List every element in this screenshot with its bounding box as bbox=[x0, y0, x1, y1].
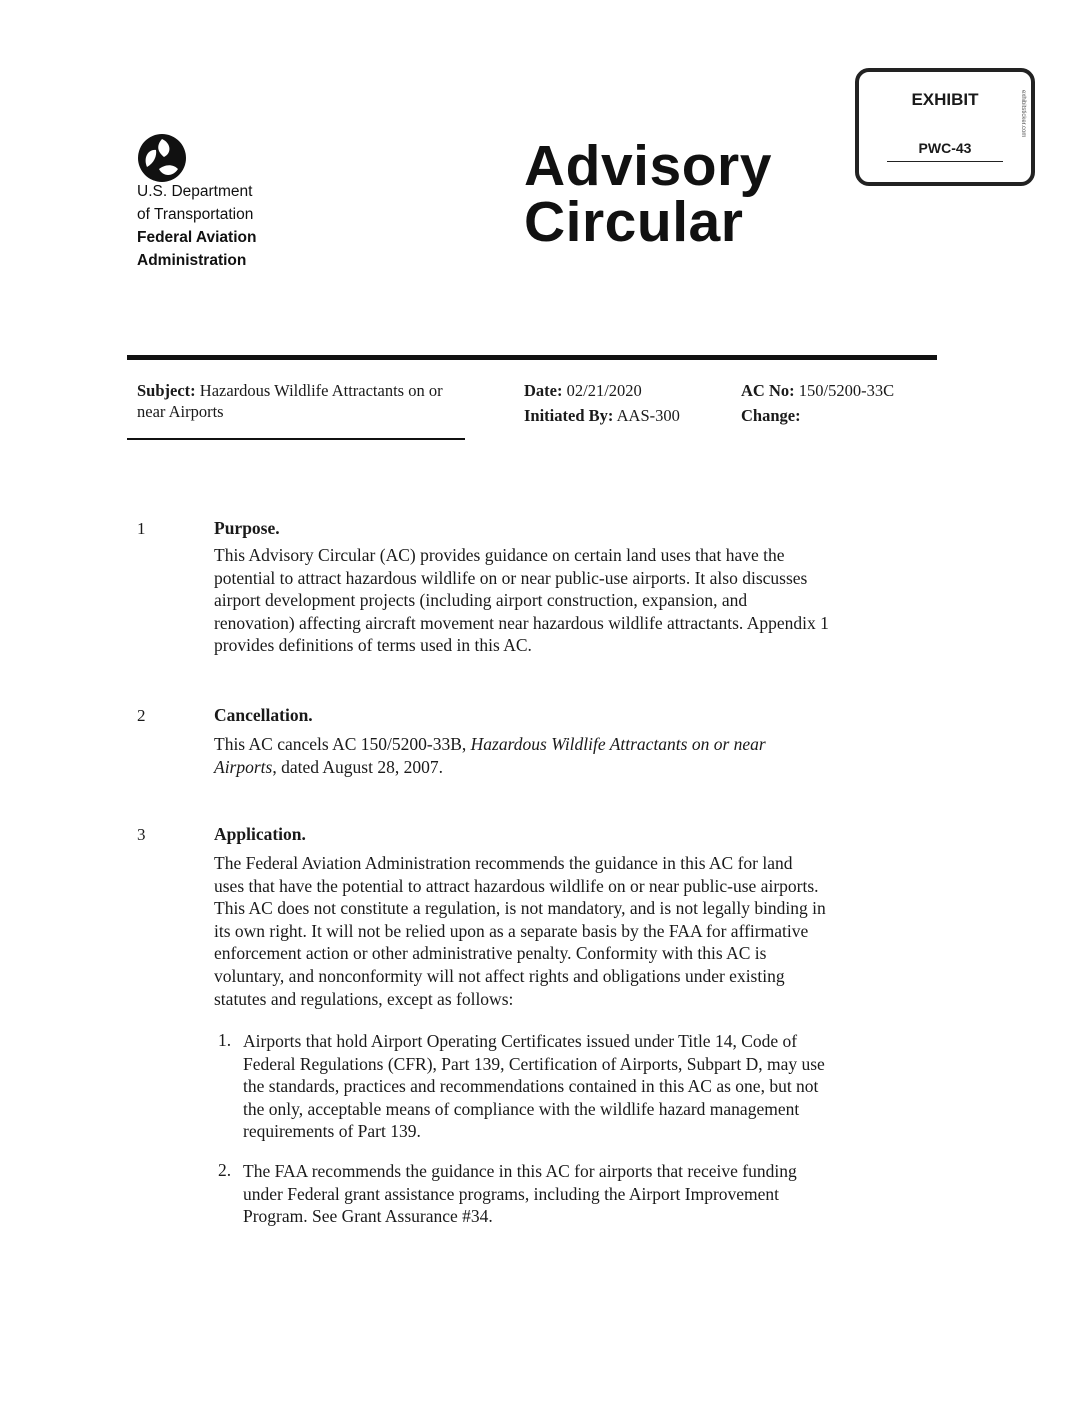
exhibit-stamp bbox=[855, 68, 1035, 186]
ac-number-label: AC No: bbox=[741, 381, 795, 400]
list-item-line: the standards, practices and recommendations contained in this AC as one, but not bbox=[243, 1076, 819, 1097]
agency-line: Administration bbox=[137, 252, 247, 269]
section-heading-purpose: Purpose. bbox=[214, 518, 280, 538]
agency-block bbox=[137, 180, 256, 272]
paragraph-line: potential to attract hazardous wildlife on or near public-use airports. It also discusses bbox=[214, 567, 808, 588]
list-item-line: under Federal grant assistance programs, including the Airport Improvement bbox=[243, 1183, 780, 1204]
cancellation-paragraph bbox=[214, 733, 924, 778]
list-item bbox=[243, 1030, 933, 1143]
paragraph-text: This AC cancels AC 150/5200-33B, bbox=[214, 734, 471, 754]
ac-number-field bbox=[741, 380, 894, 401]
application-paragraph bbox=[214, 852, 924, 1010]
initiated-value: AAS-300 bbox=[616, 406, 680, 425]
header-rule bbox=[127, 355, 937, 360]
section-heading-application: Application. bbox=[214, 824, 306, 844]
paragraph-line: its own right. It will not be relied upon as a separate basis by the FAA for affirmative bbox=[214, 920, 809, 941]
paragraph-line bbox=[214, 733, 924, 756]
document-title bbox=[524, 134, 772, 254]
change-label: Change: bbox=[741, 406, 801, 425]
change-field bbox=[741, 405, 801, 426]
section-number: 2 bbox=[137, 706, 146, 725]
list-item-line: Airports that hold Airport Operating Certificates issued under Title 14, Code of bbox=[243, 1031, 798, 1051]
dot-logo-icon bbox=[137, 133, 187, 183]
subject-label: Subject: bbox=[137, 381, 196, 400]
cited-title: Hazardous Wildlife Attractants on or near bbox=[470, 734, 766, 754]
date-label: Date: bbox=[524, 381, 563, 400]
subject-block bbox=[137, 380, 443, 422]
paragraph-line: The Federal Aviation Administration recommends the guidance in this AC for land bbox=[214, 853, 793, 873]
paragraph-line: renovation) affecting aircraft movement near hazardous wildlife attractants. Appendix 1 bbox=[214, 612, 829, 633]
title-line: Advisory bbox=[524, 134, 772, 198]
paragraph-line: This Advisory Circular (AC) provides guidance on certain land uses that have the bbox=[214, 545, 785, 565]
subject-value: Hazardous Wildlife Attractants on or bbox=[199, 381, 443, 400]
exhibit-code: PWC-43 bbox=[918, 140, 972, 156]
paragraph-text: , dated August 28, 2007. bbox=[272, 756, 443, 777]
paragraph-line bbox=[214, 756, 924, 779]
paragraph-line: This AC does not constitute a regulation, is not mandatory, and is not legally binding in bbox=[214, 898, 826, 919]
list-item-line: the only, acceptable means of compliance with the wildlife hazard management bbox=[243, 1098, 800, 1119]
list-item-marker: 2. bbox=[218, 1160, 232, 1180]
date-field bbox=[524, 380, 642, 401]
subject-rule bbox=[127, 438, 465, 440]
section-number: 1 bbox=[137, 519, 146, 538]
paragraph-line: enforcement action or other administrative penalty. Conformity with this AC is bbox=[214, 943, 767, 964]
date-value: 02/21/2020 bbox=[566, 381, 642, 400]
exhibit-label: EXHIBIT bbox=[911, 90, 979, 109]
list-item bbox=[243, 1160, 933, 1228]
paragraph-line: voluntary, and nonconformity will not affect rights and obligations under existing bbox=[214, 965, 785, 986]
paragraph-line: uses that have the potential to attract hazardous wildlife on or near public-use airports. bbox=[214, 875, 819, 896]
paragraph-line: provides definitions of terms used in this AC. bbox=[214, 635, 532, 656]
initiated-label: Initiated By: bbox=[524, 406, 614, 425]
title-line: Circular bbox=[524, 190, 744, 254]
section-heading-cancellation: Cancellation. bbox=[214, 705, 313, 725]
list-item-line: Program. See Grant Assurance #34. bbox=[243, 1206, 493, 1227]
list-item-line: requirements of Part 139. bbox=[243, 1121, 421, 1142]
agency-line: of Transportation bbox=[137, 206, 254, 223]
agency-line: U.S. Department bbox=[137, 183, 253, 200]
list-item-line: Federal Regulations (CFR), Part 139, Certification of Airports, Subpart D, may use bbox=[243, 1053, 825, 1074]
paragraph-line: airport development projects (including airport construction, expansion, and bbox=[214, 590, 748, 611]
ac-number-value: 150/5200-33C bbox=[798, 381, 895, 400]
paragraph-line: statutes and regulations, except as follows: bbox=[214, 988, 514, 1009]
stamp-underline bbox=[887, 161, 1003, 162]
subject-value-cont: near Airports bbox=[137, 402, 224, 421]
list-item-line: The FAA recommends the guidance in this AC for airports that receive funding bbox=[243, 1161, 797, 1181]
cited-title: Airports bbox=[214, 756, 273, 777]
agency-line: Federal Aviation bbox=[137, 229, 257, 246]
section-number: 3 bbox=[137, 825, 146, 844]
initiated-field bbox=[524, 405, 680, 426]
purpose-paragraph bbox=[214, 544, 924, 657]
list-item-marker: 1. bbox=[218, 1030, 232, 1050]
stamp-side-text: exhibitsticker.com bbox=[1020, 90, 1026, 138]
